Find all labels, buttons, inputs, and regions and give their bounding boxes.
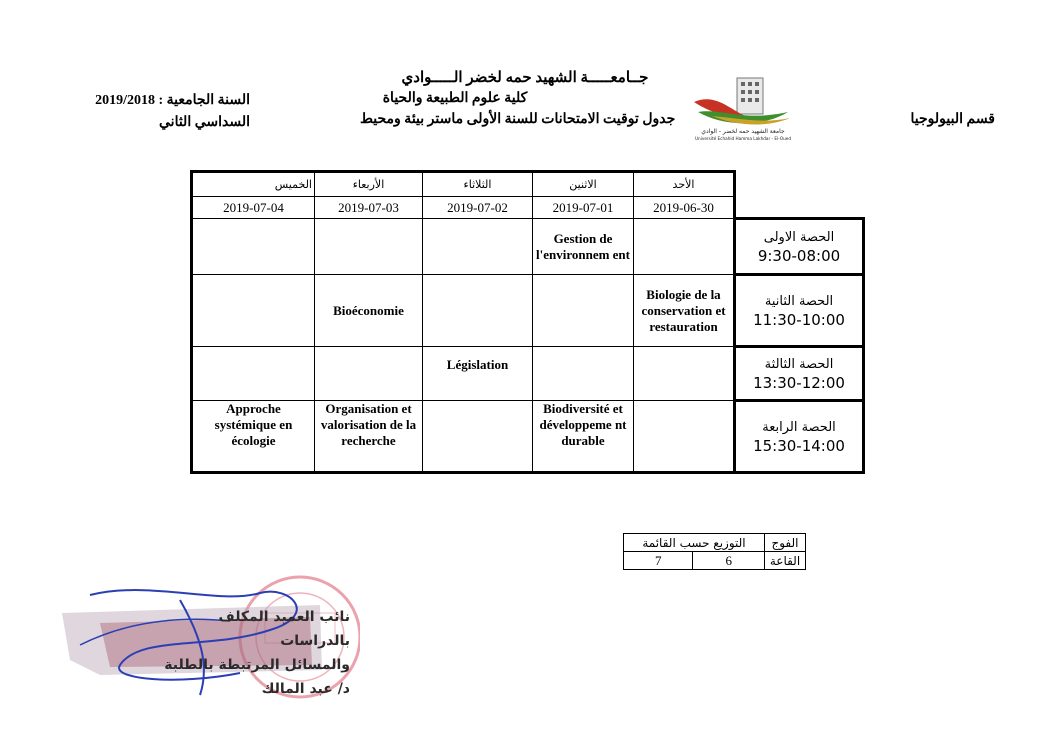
slot-label: الحصة الثالثة — [764, 356, 834, 372]
university-name: جــامعـــــة الشهيد حمه لخضر الـــــوادي — [401, 70, 649, 86]
day-name-cell: الاثنين — [533, 172, 634, 197]
exam-cell — [533, 347, 634, 401]
exam-cell — [192, 275, 315, 347]
room-value: 6 — [693, 552, 765, 570]
exam-cell: Législation — [423, 347, 533, 401]
distribution-header: التوزيع حسب القائمة — [624, 534, 765, 552]
exam-cell — [533, 275, 634, 347]
slot-header — [735, 347, 864, 401]
department-label: قسم البيولوجيا — [910, 112, 995, 127]
day-name-cell: الأحد — [634, 172, 735, 197]
exam-cell — [423, 401, 533, 473]
day-name-cell: الخميس — [192, 172, 315, 197]
slot-header — [735, 275, 864, 347]
slot-time: 11:30-10:00 — [753, 310, 845, 329]
exam-cell — [315, 347, 423, 401]
official-stamp-signature — [60, 575, 360, 705]
signature-line: د/ عبد المالك — [261, 681, 350, 697]
day-date-cell: 2019-07-04 — [192, 197, 315, 219]
slot-label: الحصة الثانية — [764, 293, 834, 309]
slot-label: الحصة الاولى — [763, 229, 835, 245]
exam-cell — [634, 219, 735, 275]
slot-label: الحصة الرابعة — [762, 419, 836, 435]
room-value: 7 — [624, 552, 693, 570]
exam-schedule-table — [190, 170, 865, 474]
exam-cell — [423, 219, 533, 275]
exam-cell: Biologie de la conservation et restauration — [634, 275, 735, 347]
day-name-row — [192, 172, 864, 197]
faculty-name: كلية علوم الطبيعة والحياة — [382, 91, 528, 106]
day-date-cell: 2019-07-01 — [533, 197, 634, 219]
logo-caption-ar: جامعة الشهيد حمه لخضر - الوادي — [701, 128, 785, 135]
exam-cell — [315, 219, 423, 275]
day-date-cell: 2019-06-30 — [634, 197, 735, 219]
exam-cell: Organisation et valorisation de la recherche — [315, 401, 423, 473]
corner-blank — [735, 172, 864, 197]
slot-header — [735, 401, 864, 473]
exam-cell: Approche systémique en écologie — [192, 401, 315, 473]
exam-cell — [634, 401, 735, 473]
exam-schedule-title: جدول توقيت الامتحانات للسنة الأولى ماستر بيئة ومحيط — [360, 112, 676, 127]
group-header: الفوج — [765, 534, 806, 552]
slot-time: 9:30-08:00 — [757, 246, 841, 265]
semester-label: السداسي الثاني — [159, 115, 250, 130]
signature-line: نائب العميد المكلف بالدراسات — [218, 609, 350, 649]
day-date-cell: 2019-07-02 — [423, 197, 533, 219]
academic-year: السنة الجامعية : 2019/2018 — [95, 93, 250, 108]
exam-cell: Biodiversité et développeme nt durable — [533, 401, 634, 473]
day-date-cell: 2019-07-03 — [315, 197, 423, 219]
slot-row — [192, 401, 864, 473]
signature-line: والمسائل المرتبطة بالطلبة — [164, 657, 350, 673]
slot-time: 15:30-14:00 — [753, 436, 845, 455]
university-logo — [692, 72, 794, 142]
exam-cell: Gestion de l'environnem ent — [533, 219, 634, 275]
logo-caption-fr: Université Echahid Hamma Lakhdar - El-Oued — [694, 136, 792, 141]
slot-time: 13:30-12:00 — [753, 373, 845, 392]
exam-cell — [423, 275, 533, 347]
slot-header — [735, 219, 864, 275]
slot-row — [192, 219, 864, 275]
exam-cell — [192, 347, 315, 401]
day-name-cell: الأربعاء — [315, 172, 423, 197]
slot-row — [192, 347, 864, 401]
day-date-row — [192, 197, 864, 219]
day-name-cell: الثلاثاء — [423, 172, 533, 197]
room-distribution-table — [623, 533, 806, 570]
room-label: القاعة — [765, 552, 806, 570]
exam-cell: Bioéconomie — [315, 275, 423, 347]
exam-cell — [192, 219, 315, 275]
exam-cell — [634, 347, 735, 401]
corner-blank — [735, 197, 864, 219]
slot-row — [192, 275, 864, 347]
